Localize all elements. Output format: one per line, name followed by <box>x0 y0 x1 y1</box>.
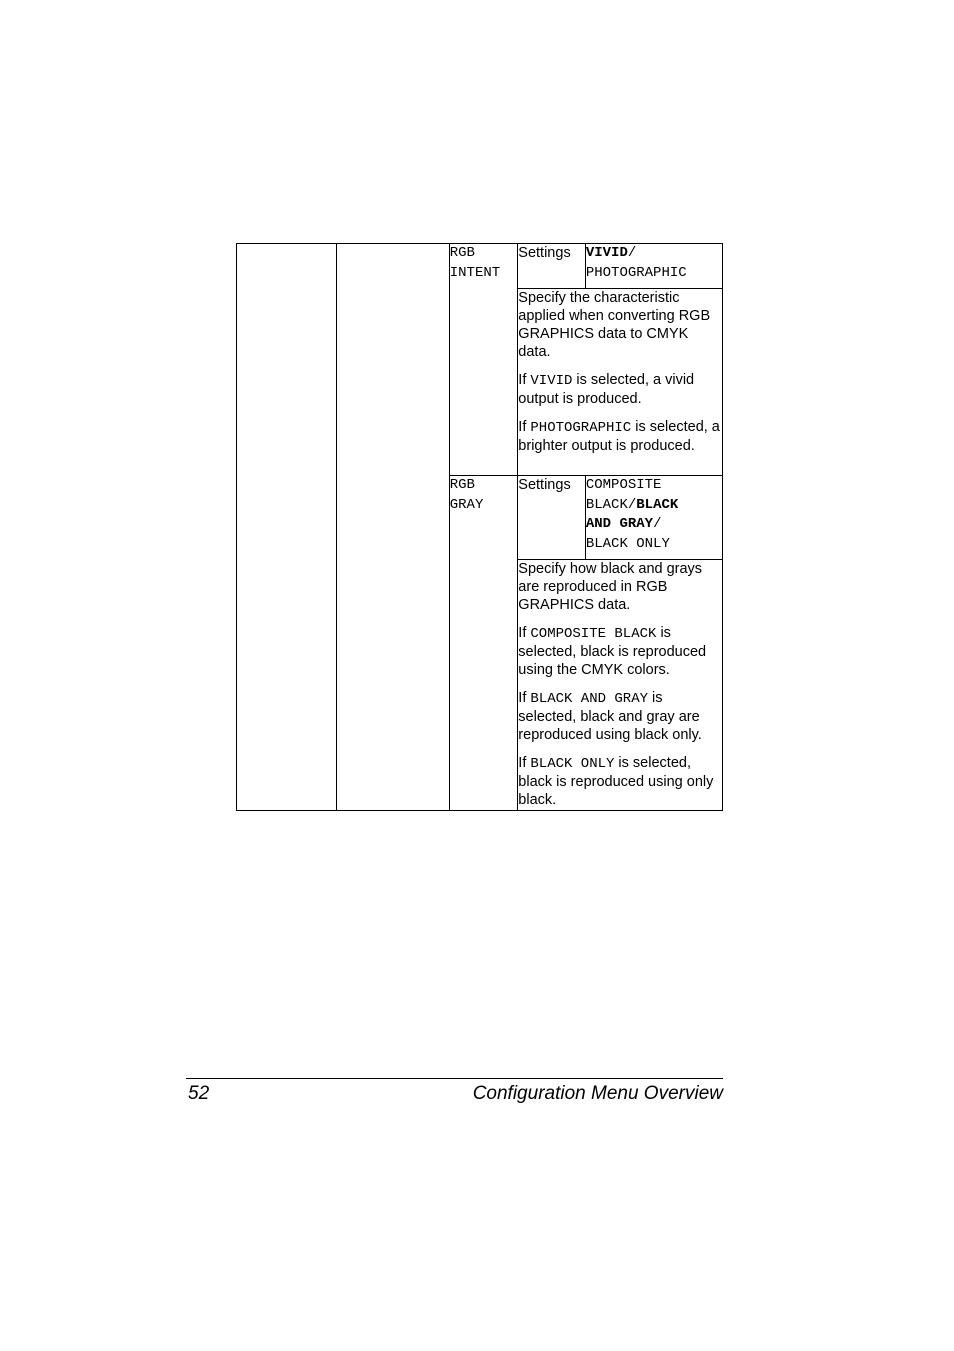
option-vivid-default: VIVID <box>585 245 628 261</box>
desc-text: is selected, a brighter output is produced. <box>518 419 720 454</box>
desc-text: is selected, black and gray are reproduced using black only. <box>518 690 702 743</box>
desc-code: BLACK AND GRAY <box>530 691 649 707</box>
rgb-gray-settings-values <box>585 476 722 560</box>
desc-code: BLACK ONLY <box>530 756 615 772</box>
desc-text: is selected, a vivid output is produced. <box>518 372 695 407</box>
desc-code: VIVID <box>530 373 573 389</box>
rgb-gray-desc-p4 <box>518 754 722 809</box>
desc-text: If <box>518 419 531 435</box>
option-separator: / <box>653 516 662 532</box>
desc-text: If <box>518 625 531 641</box>
desc-text: If <box>518 372 531 388</box>
option-text: AND GRAY <box>585 516 654 532</box>
desc-code: PHOTOGRAPHIC <box>530 420 632 436</box>
rgb-gray-desc-p1: Specify how black and grays are reproduced in RGB GRAPHICS data. <box>518 561 703 613</box>
rgb-gray-desc-p2 <box>518 624 722 679</box>
item-rgb-gray <box>449 476 518 811</box>
desc-text: If <box>518 755 531 771</box>
rgb-gray-settings-label: Settings <box>518 476 586 560</box>
option-text: COMPOSITE <box>585 477 662 493</box>
item-rgb-gray-line2: GRAY <box>449 496 484 513</box>
rgb-intent-description <box>518 289 723 476</box>
footer-rule <box>186 1078 723 1079</box>
desc-code: COMPOSITE BLACK <box>530 626 657 642</box>
rgb-intent-desc-p3 <box>518 418 722 455</box>
option-separator: / <box>627 245 637 261</box>
desc-text: is selected, black is reproduced using the CMYK colors. <box>518 625 707 678</box>
footer-section-title: Configuration Menu Overview <box>472 1083 723 1104</box>
item-rgb-intent <box>449 244 518 476</box>
menu-level2-cell <box>336 244 449 811</box>
rgb-gray-description <box>518 560 723 811</box>
rgb-intent-desc-p2 <box>518 371 722 408</box>
item-rgb-intent-line2: INTENT <box>449 264 501 281</box>
item-rgb-intent-line1: RGB <box>449 245 475 261</box>
option-text: BLACK <box>585 496 628 513</box>
item-rgb-gray-line1: RGB <box>449 477 475 493</box>
menu-level1-cell <box>237 244 337 811</box>
rgb-intent-desc-p1: Specify the characteristic applied when converting RGB GRAPHICS data to CMYK data. <box>518 290 711 360</box>
page-number: 52 <box>188 1083 210 1104</box>
option-photographic: PHOTOGRAPHIC <box>585 264 687 281</box>
desc-text: If <box>518 690 531 706</box>
rgb-gray-desc-p3 <box>518 689 722 744</box>
option-separator: / <box>627 496 637 513</box>
rgb-intent-settings-values <box>585 244 722 289</box>
desc-text: is selected, black is reproduced using only black. <box>518 755 714 808</box>
option-text: BLACK <box>636 496 679 513</box>
configuration-menu-table <box>236 243 723 811</box>
rgb-intent-settings-label: Settings <box>518 244 586 289</box>
option-black-only: BLACK ONLY <box>585 535 670 552</box>
